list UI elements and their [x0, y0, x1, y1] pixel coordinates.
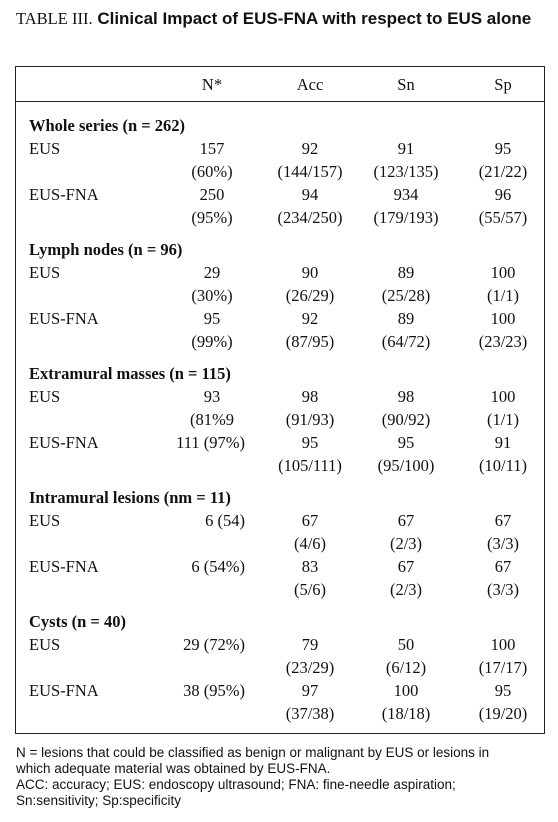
table-cell-sn-detail: (25/28): [381, 286, 431, 305]
table-cell-n: 250: [199, 185, 225, 204]
table-cell-sn-detail: (90/92): [381, 410, 431, 429]
header-divider: [16, 101, 544, 102]
table-cell-sp-detail: (3/3): [486, 580, 520, 599]
table-cell-acc: 92: [301, 309, 319, 328]
table-cell-n: 29 (72%): [183, 635, 245, 654]
row-label: EUS-FNA: [29, 557, 99, 576]
table-cell-sp: 67: [494, 511, 512, 530]
table-cell-n-detail: (81%9: [190, 410, 234, 429]
table-cell-sn-detail: (179/193): [373, 208, 439, 227]
table-cell-sn: 95: [397, 433, 415, 452]
table-cell-sp-detail: (1/1): [486, 286, 520, 305]
footnote-line: N = lesions that could be classified as benign or malignant by EUS or lesions in: [16, 745, 490, 760]
table-title-text: Clinical Impact of EUS-FNA with respect to EUS alone: [97, 9, 532, 28]
table-cell-acc-detail: (4/6): [293, 534, 327, 553]
table-cell-n-detail: (30%): [191, 286, 233, 305]
table-cell-acc-detail: (26/29): [285, 286, 335, 305]
table-cell-acc-detail: (105/111): [278, 456, 342, 475]
table-cell-sn-detail: (2/3): [389, 534, 423, 553]
table-cell-sp-detail: (17/17): [478, 658, 528, 677]
table-cell-n: 6 (54): [205, 511, 245, 530]
table-cell-acc: 83: [301, 557, 319, 576]
table-cell-acc: 79: [301, 635, 319, 654]
table-cell-sp: 100: [490, 387, 516, 406]
table-label: TABLE III.: [16, 9, 93, 28]
table-cell-acc: 97: [301, 681, 319, 700]
table-cell-sn: 91: [397, 139, 415, 158]
table-cell-n: 95: [203, 309, 221, 328]
table-cell-acc-detail: (23/29): [285, 658, 335, 677]
table-cell-sp: 100: [490, 263, 516, 282]
table-cell-sp-detail: (19/20): [478, 704, 528, 723]
table-cell-sp: 67: [494, 557, 512, 576]
row-label: EUS: [29, 511, 61, 530]
table-cell-sp-detail: (3/3): [486, 534, 520, 553]
table-title: [16, 9, 546, 28]
table-cell-sp: 100: [490, 635, 516, 654]
table-cell-sn-detail: (123/135): [373, 162, 439, 181]
table-cell-acc-detail: (91/93): [285, 410, 335, 429]
row-label: EUS-FNA: [29, 681, 99, 700]
row-label: EUS: [29, 635, 61, 654]
table-cell-sp-detail: (21/22): [478, 162, 528, 181]
table-cell-sn: 67: [397, 557, 415, 576]
row-label: EUS-FNA: [29, 309, 99, 328]
footnote-line: Sn:sensitivity; Sp:specificity: [16, 793, 182, 808]
table-cell-sn: 98: [397, 387, 415, 406]
table-cell-acc-detail: (5/6): [293, 580, 327, 599]
table-cell-acc: 98: [301, 387, 319, 406]
table-cell-sn: 50: [397, 635, 415, 654]
table-cell-n-detail: (95%): [191, 208, 233, 227]
table-cell-sp: 95: [494, 681, 512, 700]
column-header-n: N*: [201, 75, 223, 94]
table-cell-sn-detail: (18/18): [381, 704, 431, 723]
section-heading: Extramural masses (n = 115): [29, 364, 231, 383]
table-cell-sn: 934: [393, 185, 419, 204]
row-label: EUS-FNA: [29, 185, 99, 204]
table-cell-sp: 100: [490, 309, 516, 328]
table-cell-sn-detail: (95/100): [377, 456, 435, 475]
table-cell-acc-detail: (144/157): [277, 162, 343, 181]
table-cell-acc: 67: [301, 511, 319, 530]
data-table: [15, 66, 545, 734]
table-cell-sn-detail: (2/3): [389, 580, 423, 599]
table-cell-acc: 94: [301, 185, 319, 204]
table-footnote: [16, 745, 548, 809]
row-label: EUS: [29, 139, 61, 158]
column-header-sn: Sn: [397, 75, 415, 94]
table-cell-sn: 89: [397, 309, 415, 328]
footnote-line: which adequate material was obtained by EUS-FNA.: [16, 761, 331, 776]
row-label: EUS: [29, 263, 61, 282]
table-cell-n-detail: (60%): [191, 162, 233, 181]
table-cell-n-detail: (99%): [191, 332, 233, 351]
row-label: EUS-FNA: [29, 433, 99, 452]
column-header-sp: Sp: [494, 75, 512, 94]
table-cell-sn-detail: (64/72): [381, 332, 431, 351]
table-cell-acc-detail: (87/95): [285, 332, 335, 351]
table-cell-n: 38 (95%): [183, 681, 245, 700]
column-header-acc: Acc: [296, 75, 324, 94]
table-cell-n: 111 (97%): [176, 433, 245, 452]
table-cell-sp-detail: (23/23): [478, 332, 528, 351]
section-heading: Lymph nodes (n = 96): [29, 240, 183, 259]
section-heading: Intramural lesions (nm = 11): [29, 488, 231, 507]
table-cell-acc-detail: (37/38): [285, 704, 335, 723]
table-cell-sp-detail: (10/11): [479, 456, 527, 475]
table-cell-n: 157: [199, 139, 225, 158]
table-cell-n: 29: [203, 263, 221, 282]
table-cell-sp: 91: [494, 433, 512, 452]
table-cell-sp: 95: [494, 139, 512, 158]
table-cell-sp-detail: (55/57): [478, 208, 528, 227]
table-cell-sp: 96: [494, 185, 512, 204]
table-cell-sn-detail: (6/12): [385, 658, 427, 677]
table-cell-n: 93: [203, 387, 221, 406]
table-cell-acc: 90: [301, 263, 319, 282]
row-label: EUS: [29, 387, 61, 406]
table-cell-sp-detail: (1/1): [486, 410, 520, 429]
section-heading: Whole series (n = 262): [29, 116, 186, 135]
section-heading: Cysts (n = 40): [29, 612, 126, 631]
table-cell-acc: 92: [301, 139, 319, 158]
table-cell-acc: 95: [301, 433, 319, 452]
table-cell-sn: 100: [393, 681, 419, 700]
footnote-line: ACC: accuracy; EUS: endoscopy ultrasound; FNA: fine-needle aspiration;: [16, 777, 456, 792]
table-cell-acc-detail: (234/250): [277, 208, 343, 227]
table-cell-sn: 89: [397, 263, 415, 282]
table-cell-n: 6 (54%): [191, 557, 245, 576]
table-cell-sn: 67: [397, 511, 415, 530]
